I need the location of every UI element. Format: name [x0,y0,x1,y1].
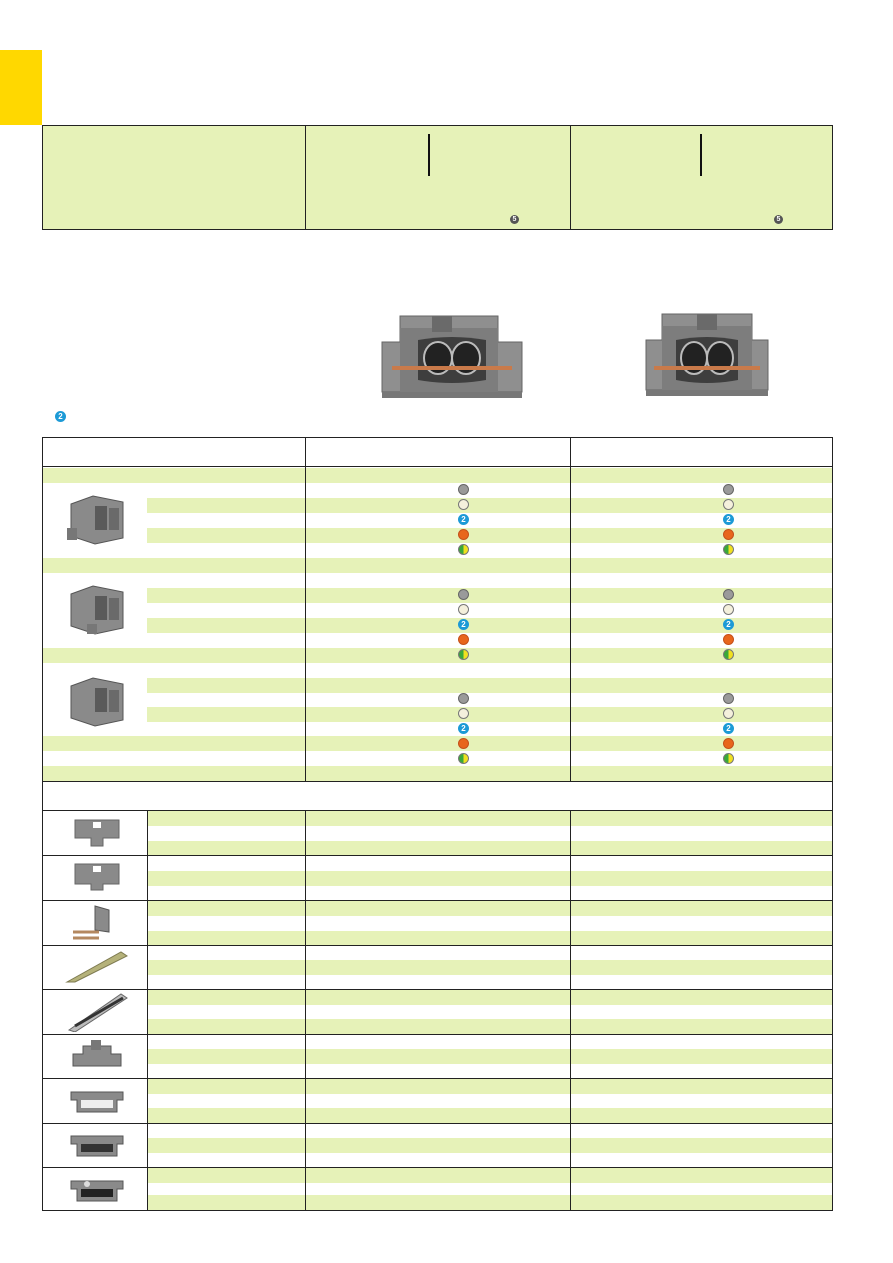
color-dot-blue: 2 [723,723,734,734]
color-dot-blue: 2 [458,514,469,525]
row-divider [43,945,832,946]
end-plate-thumbnail [69,860,125,894]
color-dot-blue: 2 [723,619,734,630]
col-divider [305,811,306,1210]
col-divider [570,438,571,781]
color-dot-orange [723,634,734,645]
header-box [42,125,833,230]
color-dot-green-yellow [458,753,469,764]
legend-note [55,411,66,422]
color-dot-green-yellow [723,649,734,660]
header-divider-right [700,134,702,176]
color-dot-grey [458,693,469,704]
terminal-block-thumbnail [65,672,129,728]
color-dot-white [458,604,469,615]
table-row [147,841,832,856]
table-row [43,648,305,663]
table-row [147,960,832,975]
mounting-carrier-thumbnail [67,1082,127,1118]
row-divider [43,1123,832,1124]
color-dot-grey [723,693,734,704]
color-dot-white [723,604,734,615]
color-dot-orange [458,738,469,749]
marker-pen-thumbnail [63,948,133,986]
table-row [147,990,832,1005]
color-dot-orange [723,738,734,749]
table-row [147,901,832,916]
col-divider [570,811,571,1210]
table-row [147,811,832,826]
color-dot-grey [723,589,734,600]
table-row [147,678,832,693]
terminal-block-thumbnail [65,490,129,546]
mounting-carrier-thumbnail [67,1126,127,1162]
table-row [147,871,832,886]
table-row [147,1195,832,1210]
table-row [305,648,832,663]
table-row [147,1049,832,1064]
mounting-carrier-thumbnail [67,1171,127,1207]
color-dot-blue: 2 [458,619,469,630]
color-dot-grey [458,589,469,600]
col-divider [147,811,148,1210]
color-dot-green-yellow [458,544,469,555]
chapter-tab [0,50,42,125]
din-rail-thumbnail [65,992,129,1032]
row-divider [43,1034,832,1035]
color-dot-green-yellow [723,753,734,764]
terminal-block-photo-right [642,310,772,400]
row-divider [43,855,832,856]
color-dot-green-yellow [458,649,469,660]
table-row [43,736,832,751]
color-dot-white [723,708,734,719]
header-divider-mid [428,134,430,176]
mounting-carrier-thumbnail [69,1036,125,1074]
table-row [147,1079,832,1094]
terminal-block-photo-left [378,310,526,402]
color-dot-orange [723,529,734,540]
color-dot-white [458,708,469,719]
color-dot-white [458,499,469,510]
color-dot-grey [723,484,734,495]
color-dot-orange [458,529,469,540]
table-row [43,558,832,573]
table-row [43,766,832,781]
table-row [147,1108,832,1123]
color-dot-blue: 2 [723,514,734,525]
section-divider [43,781,832,782]
approval-badge-icon: 5 [510,215,519,224]
table-row [147,1168,832,1183]
approval-badge-icon: 5 [774,215,783,224]
jumper-thumbnail [69,904,125,942]
color-dot-grey [458,484,469,495]
color-dot-green-yellow [723,544,734,555]
clamp-icon: 2 [55,411,66,422]
end-plate-thumbnail [69,816,125,850]
table-row [147,1019,832,1034]
product-table [42,437,833,1211]
color-dot-white [723,499,734,510]
table-row [147,1138,832,1153]
color-dot-orange [458,634,469,645]
color-dot-blue: 2 [458,723,469,734]
table-header-divider [43,466,832,467]
table-row [147,931,832,946]
col-divider [305,438,306,781]
header-col-mid [305,126,571,229]
table-row [43,468,832,483]
header-col-left [43,126,306,229]
terminal-block-thumbnail [65,580,129,636]
